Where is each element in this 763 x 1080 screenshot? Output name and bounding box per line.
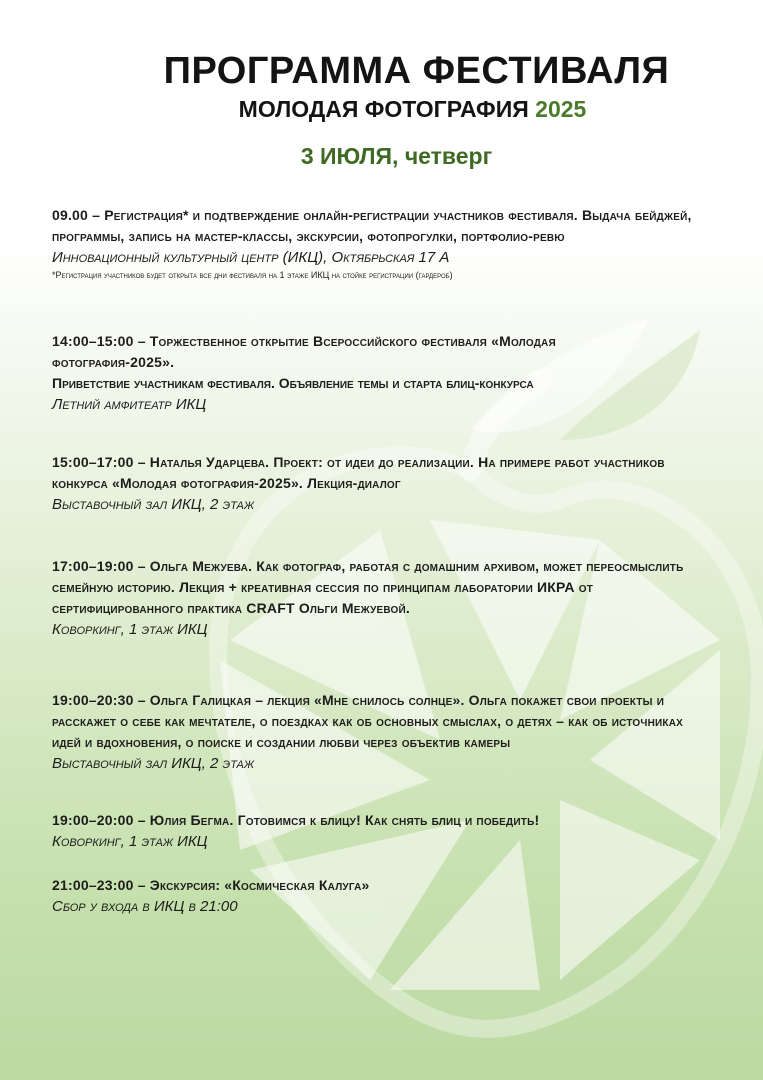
event-description: Торжественное открытие Всероссийского фестиваля «Молодая фотография-2025».: [52, 333, 556, 370]
event-location: Выставочный зал ИКЦ, 2 этаж: [52, 496, 254, 513]
event-description: Экскурсия: «Космическая Калуга»: [149, 877, 370, 893]
event-udartseva-lecture: 15:00–17:00 – Наталья Ударцева. Проект: от идеи до реализации. На примере работ участников конкурса «Молодая фотография-2025». Лекция-диалог Выставочный зал ИКЦ, 2 этаж: [52, 452, 712, 515]
event-galitskaya-lecture: 19:00–20:30 – Ольга Галицкая – лекция «Мне снилось солнце». Ольга покажет свои проекты и расскажет о себе как мечтателе, о поездках как об основных смыслах, о детях – как об источниках идей и вдохновения, о поиске и создании любви через объектив камеры Выставочный зал ИКЦ, 2 этаж: [52, 690, 712, 774]
event-description: Юлия Бегма. Готовимся к блицу! Как снять блиц и победить!: [149, 812, 540, 828]
event-description: Ольга Межуева. Как фотограф, работая с домашним архивом, может переосмыслить семейную историю. Лекция + креативная сессия по принципам лаборатории ИКРА от сертифицированного практика CRAFT Ольги Межуевой.: [52, 558, 684, 616]
event-description: Ольга Галицкая – лекция «Мне снилось солнце». Ольга покажет свои проекты и расскажет о себе как мечтателе, о поездках как об основных смыслах, о детях – как об источниках идей и вдохновения, о поиске и создании любви через объектив камеры: [52, 692, 684, 750]
event-excursion: 21:00–23:00 – Экскурсия: «Космическая Калуга» Сбор у входа в ИКЦ в 21:00: [52, 875, 732, 917]
event-begma-blitz: 19:00–20:00 – Юлия Бегма. Готовимся к блицу! Как снять блиц и победить! Коворкинг, 1 этаж ИКЦ: [52, 810, 732, 852]
event-description: Регистрация* и подтверждение онлайн-регистрации участников фестиваля. Выдача бейджей, программы, запись на мастер-классы, экскурсии, фотопрогулки, портфолио-ревю: [52, 207, 692, 244]
event-location: Сбор у входа в ИКЦ в 21:00: [52, 898, 238, 915]
event-location: Коворкинг, 1 этаж ИКЦ: [52, 833, 208, 850]
event-location: Летний амфитеатр ИКЦ: [52, 396, 207, 413]
festival-subtitle: [0, 96, 763, 123]
event-time: 17:00–19:00: [52, 558, 134, 574]
festival-name: МОЛОДАЯ ФОТОГРАФИЯ: [238, 96, 529, 122]
event-date: 3 ИЮЛЯ, четверг: [300, 143, 493, 169]
event-location: Коворкинг, 1 этаж ИКЦ: [52, 621, 208, 638]
event-time: 15:00–17:00: [52, 454, 134, 470]
event-footnote: *Регистрация участников будет открыта все дни фестиваля на 1 этаже ИКЦ на стойке регистрации (гардероб): [52, 270, 453, 280]
event-time: 14:00–15:00: [52, 333, 134, 349]
event-registration: 09.00 – Регистрация* и подтверждение онлайн-регистрации участников фестиваля. Выдача бейджей, программы, запись на мастер-классы, экскурсии, фотопрогулки, портфолио-ревю Инновационный культурный центр (ИКЦ), Октябрьская 17 А *Регистрация участников будет открыта все дни фестиваля на 1 этаже ИКЦ на стойке регистрации (гардероб): [52, 205, 732, 282]
event-description: Наталья Ударцева. Проект: от идеи до реализации. На примере работ участников конкурса «Молодая фотография-2025». Лекция-диалог: [52, 454, 665, 491]
event-time: 09.00: [52, 207, 89, 223]
event-mezhueva-session: 17:00–19:00 – Ольга Межуева. Как фотограф, работая с домашним архивом, может переосмыслить семейную историю. Лекция + креативная сессия по принципам лаборатории ИКРА от сертифицированного практика CRAFT Ольги Межуевой. Коворкинг, 1 этаж ИКЦ: [52, 556, 717, 640]
event-time: 19:00–20:00: [52, 812, 134, 828]
event-time: 19:00–20:30: [52, 692, 134, 708]
event-time: 21:00–23:00: [52, 877, 134, 893]
event-extra-info: Приветствие участникам фестиваля. Объявление темы и старта блиц-конкурса: [52, 375, 534, 391]
festival-year: 2025: [535, 96, 587, 122]
event-location: Инновационный культурный центр (ИКЦ), Октябрьская 17 А: [52, 249, 450, 266]
event-location: Выставочный зал ИКЦ, 2 этаж: [52, 755, 254, 772]
event-opening: 14:00–15:00 – Торжественное открытие Всероссийского фестиваля «Молодая фотография-2025». Приветствие участникам фестиваля. Объявление темы и старта блиц-конкурса Летний амфитеатр ИКЦ: [52, 331, 672, 415]
page-title: ПРОГРАММА ФЕСТИВАЛЯ: [163, 50, 670, 92]
